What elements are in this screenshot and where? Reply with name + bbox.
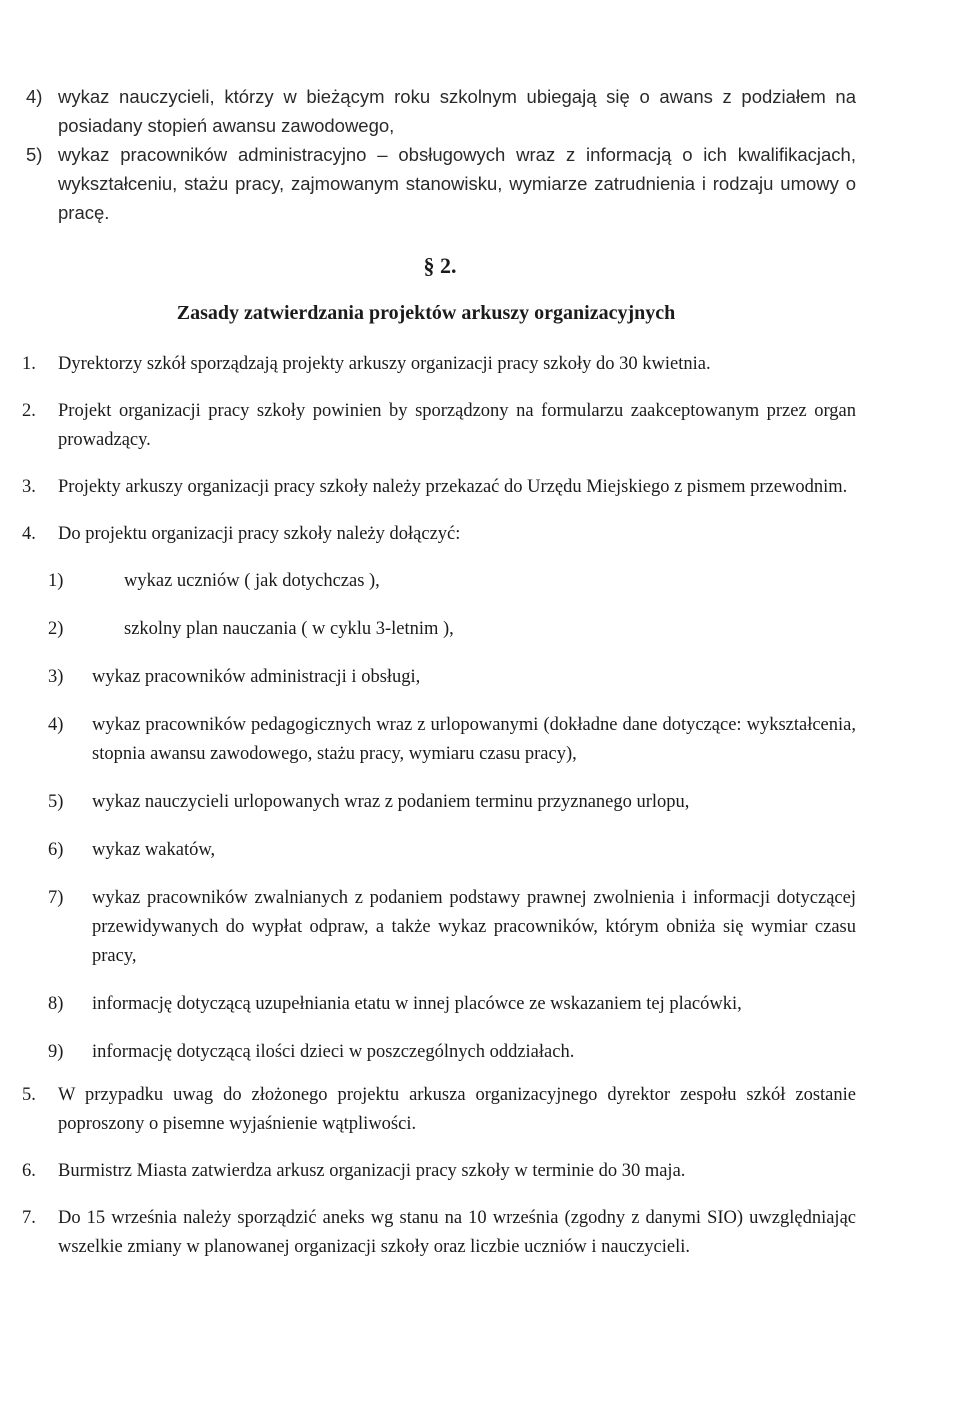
- list-item-text: wykaz nauczycieli, którzy w bieżącym roku szkolnym ubiegają się o awans z podziałem na posiadany stopień awansu zawodowego,: [58, 86, 856, 136]
- point-number: 3.: [22, 477, 36, 497]
- section-number: § 2.: [423, 253, 457, 278]
- point-7: [22, 1204, 856, 1262]
- point-number: 4.: [22, 524, 36, 544]
- list-item-text: informację dotyczącą ilości dzieci w poszczególnych oddziałach.: [92, 1042, 575, 1062]
- list-item: [48, 990, 856, 1019]
- point-number: 1.: [22, 354, 36, 374]
- list-item-text: wykaz pracowników zwalnianych z podaniem podstawy prawnej zwolnienia i informacji dotyczącej przewidywanych do wypłat odpraw, a także wykaz pracowników, którym obniża się wymiar czasu pracy,: [92, 888, 856, 966]
- list-item: [48, 788, 856, 817]
- point-1: [22, 350, 856, 379]
- point-3: [22, 473, 856, 502]
- list-item-number: 8): [48, 994, 64, 1014]
- list-item-number: 4): [48, 715, 64, 735]
- point-text: W przypadku uwag do złożonego projektu arkusza organizacyjnego dyrektor zespołu szkół zostanie poproszony o pisemne wyjaśnienie wątpliwości.: [58, 1085, 856, 1134]
- list-item-number: 1): [48, 571, 64, 591]
- section-title: Zasady zatwierdzania projektów arkuszy organizacyjnych: [176, 302, 676, 324]
- point-text: Do 15 września należy sporządzić aneks wg stanu na 10 września (zgodny z danymi SIO) uwzględniając wszelkie zmiany w planowanej organizacji szkoły oraz liczbie uczniów i nauczycieli.: [58, 1208, 856, 1257]
- attachments-list: [48, 567, 856, 1067]
- list-item: [48, 615, 856, 644]
- list-item-text: szkolny plan nauczania ( w cyklu 3-letnim ),: [124, 619, 454, 639]
- list-item-text: wykaz pracowników administracji i obsługi,: [92, 667, 421, 687]
- list-item: [26, 82, 856, 140]
- list-item-number: 2): [48, 619, 64, 639]
- list-item-number: 5): [26, 144, 43, 165]
- list-item: [48, 836, 856, 865]
- list-item-text: wykaz nauczycieli urlopowanych wraz z podaniem terminu przyznanego urlopu,: [92, 792, 690, 812]
- point-number: 5.: [22, 1085, 36, 1105]
- list-item-text: informację dotyczącą uzupełniania etatu w innej placówce ze wskazaniem tej placówki,: [92, 994, 742, 1014]
- list-item: [48, 711, 856, 769]
- list-item: [48, 567, 856, 596]
- point-number: 7.: [22, 1208, 36, 1228]
- list-item: [26, 140, 856, 227]
- point-number: 2.: [22, 401, 36, 421]
- continued-list: [26, 82, 856, 227]
- point-6: [22, 1157, 856, 1186]
- section-points: [22, 350, 856, 1280]
- point-4: [22, 520, 856, 549]
- list-item-text: wykaz pracowników administracyjno – obsługowych wraz z informacją o ich kwalifikacjach, wykształceniu, stażu pracy, zajmowanym stanowisku, wymiarze zatrudnienia i rodzaju umowy o pracę.: [58, 144, 856, 223]
- point-text: Projekty arkuszy organizacji pracy szkoły należy przekazać do Urzędu Miejskiego z pismem przewodnim.: [58, 477, 848, 497]
- point-number: 6.: [22, 1161, 36, 1181]
- list-item: [48, 884, 856, 971]
- point-text: Burmistrz Miasta zatwierdza arkusz organizacji pracy szkoły w terminie do 30 maja.: [58, 1161, 686, 1181]
- list-item-number: 3): [48, 667, 64, 687]
- point-5: [22, 1081, 856, 1139]
- list-item-number: 4): [26, 86, 43, 107]
- list-item-number: 7): [48, 888, 64, 908]
- list-item-number: 9): [48, 1042, 64, 1062]
- list-item-number: 6): [48, 840, 64, 860]
- point-text: Projekt organizacji pracy szkoły powinien by sporządzony na formularzu zaakceptowanym przez organ prowadzący.: [58, 401, 856, 450]
- list-item-text: wykaz uczniów ( jak dotychczas ),: [124, 571, 380, 591]
- list-item: [48, 663, 856, 692]
- list-item: [48, 1038, 856, 1067]
- list-item-text: wykaz pracowników pedagogicznych wraz z urlopowanymi (dokładne dane dotyczące: wykształcenia, stopnia awansu zawodowego, stażu pracy, wymiaru czasu pracy),: [92, 715, 856, 764]
- point-text: Dyrektorzy szkół sporządzają projekty arkuszy organizacji pracy szkoły do 30 kwietnia.: [58, 354, 711, 374]
- list-item-number: 5): [48, 792, 64, 812]
- point-2: [22, 397, 856, 455]
- point-text: Do projektu organizacji pracy szkoły należy dołączyć:: [58, 524, 461, 544]
- list-item-text: wykaz wakatów,: [92, 840, 216, 860]
